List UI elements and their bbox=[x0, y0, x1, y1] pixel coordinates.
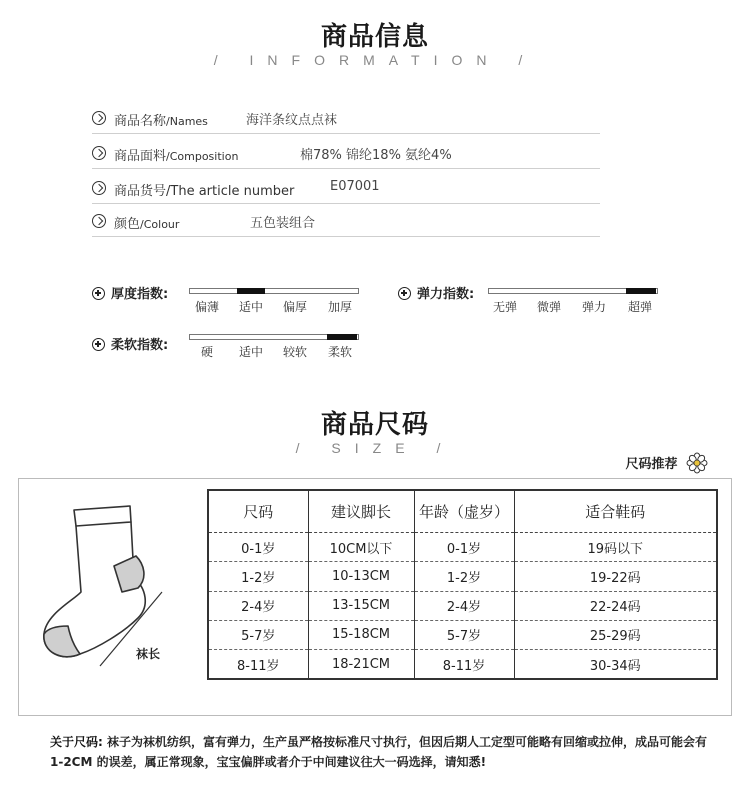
table-cell: 0-1岁 bbox=[208, 532, 308, 561]
size-section-title: 商品尺码 bbox=[320, 410, 429, 440]
table-cell: 10CM以下 bbox=[308, 532, 414, 561]
table-cell: 19-22码 bbox=[514, 562, 717, 591]
elasticity-scale-bar bbox=[488, 288, 658, 294]
thickness-scale-bar bbox=[189, 288, 359, 294]
size-note-text: 袜子为袜机纺织，富有弹力，生产虽严格按标准尺寸执行，但因后期人工定型可能略有回缩或拉伸，成品可能会有 1-2CM 的误差，属正常现象，宝宝偏胖或者介于中间建议往大一码选择，请知悉! bbox=[50, 735, 708, 769]
table-header-cell: 年龄（虚岁） bbox=[414, 490, 514, 532]
table-cell: 1-2岁 bbox=[414, 562, 514, 591]
table-cell: 13-15CM bbox=[308, 591, 414, 620]
table-cell: 1-2岁 bbox=[208, 562, 308, 591]
softness-option: 硬 bbox=[200, 345, 213, 359]
table-cell: 0-1岁 bbox=[414, 532, 514, 561]
softness-option: 适中 bbox=[238, 345, 263, 359]
elasticity-option: 无弹 bbox=[492, 300, 517, 314]
table-row bbox=[208, 650, 717, 679]
table-cell: 30-34码 bbox=[514, 650, 717, 679]
softness-option: 较软 bbox=[282, 345, 307, 359]
arrow-right-icon bbox=[92, 181, 106, 195]
info-row-article-number bbox=[92, 178, 600, 204]
elasticity-selected-segment bbox=[626, 288, 656, 294]
softness-selected-segment bbox=[327, 334, 357, 340]
size-note-heading: 关于尺码: bbox=[50, 735, 103, 749]
info-value: 五色装组合 bbox=[250, 216, 316, 231]
softness-index-label: 柔软指数: bbox=[92, 334, 168, 353]
table-cell: 10-13CM bbox=[308, 562, 414, 591]
thickness-option: 适中 bbox=[238, 300, 263, 314]
softness-option: 柔软 bbox=[327, 345, 352, 359]
elasticity-option: 微弹 bbox=[536, 300, 561, 314]
table-header-cell: 尺码 bbox=[208, 490, 308, 532]
thickness-option: 加厚 bbox=[327, 300, 352, 314]
plus-circle-icon bbox=[398, 287, 411, 300]
info-label: 商品货号/The article number bbox=[114, 184, 295, 199]
elasticity-option: 弹力 bbox=[581, 300, 606, 314]
thickness-index-label: 厚度指数: bbox=[92, 283, 168, 302]
thickness-option: 偏薄 bbox=[194, 300, 219, 314]
size-section-subtitle: / SIZE / bbox=[295, 440, 455, 456]
info-section-title: 商品信息 bbox=[320, 22, 429, 52]
elasticity-option: 超弹 bbox=[627, 300, 652, 314]
info-row-names bbox=[92, 108, 600, 134]
table-header-cell: 建议脚长 bbox=[308, 490, 414, 532]
table-cell: 18-21CM bbox=[308, 650, 414, 679]
table-cell: 8-11岁 bbox=[414, 650, 514, 679]
info-value: E07001 bbox=[330, 179, 380, 194]
size-table bbox=[207, 489, 718, 680]
softness-scale-bar bbox=[189, 334, 359, 340]
info-label: 商品面料/Composition bbox=[114, 149, 239, 164]
plus-circle-icon bbox=[92, 287, 105, 300]
table-row bbox=[208, 620, 717, 649]
info-section-subtitle: / INFORMATION / bbox=[213, 52, 537, 68]
arrow-right-icon bbox=[92, 146, 106, 160]
info-row-colour bbox=[92, 211, 600, 237]
info-value: 海洋条纹点点袜 bbox=[246, 113, 338, 128]
size-note bbox=[50, 732, 720, 772]
table-cell: 22-24码 bbox=[514, 591, 717, 620]
table-header-cell: 适合鞋码 bbox=[514, 490, 717, 532]
table-cell: 15-18CM bbox=[308, 620, 414, 649]
table-cell: 8-11岁 bbox=[236, 658, 280, 674]
info-label: 商品名称/Names bbox=[114, 114, 208, 129]
size-recommend-label: 尺码推荐 bbox=[625, 452, 708, 474]
elasticity-index-label: 弹力指数: bbox=[398, 283, 474, 302]
info-value: 棉78% 锦纶18% 氨纶4% bbox=[300, 148, 452, 163]
table-row bbox=[208, 591, 717, 620]
arrow-right-icon bbox=[92, 214, 106, 228]
info-row-composition bbox=[92, 143, 600, 169]
table-cell: 5-7岁 bbox=[208, 620, 308, 649]
plus-circle-icon bbox=[92, 338, 105, 351]
flower-icon bbox=[686, 452, 708, 474]
table-row bbox=[208, 532, 717, 561]
table-cell: 19码以下 bbox=[514, 532, 717, 561]
arrow-right-icon bbox=[92, 111, 106, 125]
thickness-selected-segment bbox=[237, 288, 265, 294]
sock-length-label: 袜长 bbox=[136, 647, 161, 661]
table-row bbox=[208, 562, 717, 591]
table-cell: 5-7岁 bbox=[414, 620, 514, 649]
table-cell: 2-4岁 bbox=[208, 591, 308, 620]
info-label: 颜色/Colour bbox=[114, 217, 180, 232]
table-header-row bbox=[208, 490, 717, 532]
table-cell: 25-29码 bbox=[514, 620, 717, 649]
table-cell: 2-4岁 bbox=[414, 591, 514, 620]
thickness-option: 偏厚 bbox=[282, 300, 307, 314]
